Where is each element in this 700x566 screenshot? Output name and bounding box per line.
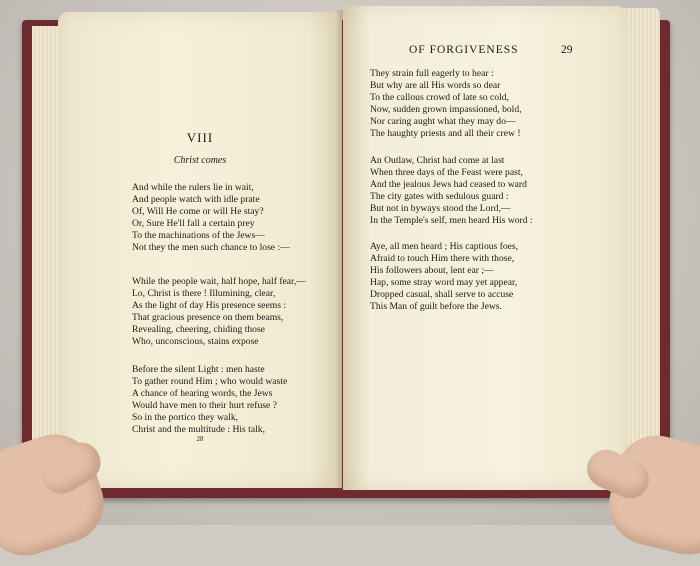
page-number: 29 [561,44,573,56]
verse-line: To the machinations of the Jews— [132,230,265,241]
verse-line: Aye, all men heard ; His captious foes, [370,241,519,252]
right-stanza-3 [370,241,518,313]
verse-line: Christ and the multitude : His talk, [132,424,265,435]
verse-line: Or, Sure He'll fall a certain prey [132,218,255,229]
verse-line: Before the silent Light : men haste [132,364,265,375]
verse-line: Would have men to their hurt refuse ? [132,400,277,411]
left-stanza-1 [132,182,290,254]
verse-line: An Outlaw, Christ had come at last [370,155,505,166]
verse-line: The haughty priests and all their crew ! [370,128,521,139]
verse-line: As the light of day His presence seems : [132,300,286,311]
verse-line: Of, Will He come or will He stay? [132,206,264,217]
verse-line: Nor caring aught what they may do— [370,116,516,127]
verse-line: And people watch with idle prate [132,194,260,205]
chapter-subtitle: Christ comes [173,155,227,166]
verse-line: Not they the men such chance to lose :— [132,242,290,253]
verse-line: Hap, some stray word may yet appear, [370,277,518,288]
verse-line: But not in byways stood the Lord,— [370,203,511,214]
verse-line: When three days of the Feast were past, [370,167,523,178]
verse-line: To gather round Him ; who would waste [132,376,288,387]
folio-number: 28 [196,435,204,443]
verse-line: The city gates with sedulous guard : [370,191,509,202]
left-stanza-3 [132,364,287,436]
verse-line: Who, unconscious, stains expose [132,336,259,347]
left-page [58,12,342,488]
right-stanza-1 [370,68,522,140]
verse-line: While the people wait, half hope, half fear,— [132,276,306,287]
right-stanza-2 [370,155,533,227]
verse-line: A chance of hearing words, the Jews [132,388,273,399]
running-head: OF FORGIVENESS [409,44,519,56]
verse-line: In the Temple's self, men heard His word : [370,215,533,226]
verse-line: Dropped casual, shall serve to accuse [370,289,514,300]
verse-line: And while the rulers lie in wait, [132,182,254,193]
verse-line: But why are all His words so dear [370,80,501,91]
verse-line: That gracious presence on them beams, [132,312,284,323]
verse-line: Lo, Christ is there ! Illumining, clear, [132,288,276,299]
left-stanza-2 [132,276,306,348]
verse-line: His followers about, lent ear ;— [370,265,494,276]
verse-line: This Man of guilt before the Jews. [370,301,502,312]
verse-line: Revealing, cheering, chiding those [132,324,265,335]
verse-line: Afraid to touch Him there with those, [370,253,515,264]
chapter-number: VIII [186,130,214,145]
verse-line: And the jealous Jews had ceased to ward [370,179,527,190]
verse-line: They strain full eagerly to hear : [370,68,494,79]
verse-line: So in the portico they walk, [132,412,239,423]
verse-line: Now, sudden grown impassioned, bold, [370,104,522,115]
right-page [343,6,627,490]
verse-line: To the callous crowd of late so cold, [370,92,509,103]
